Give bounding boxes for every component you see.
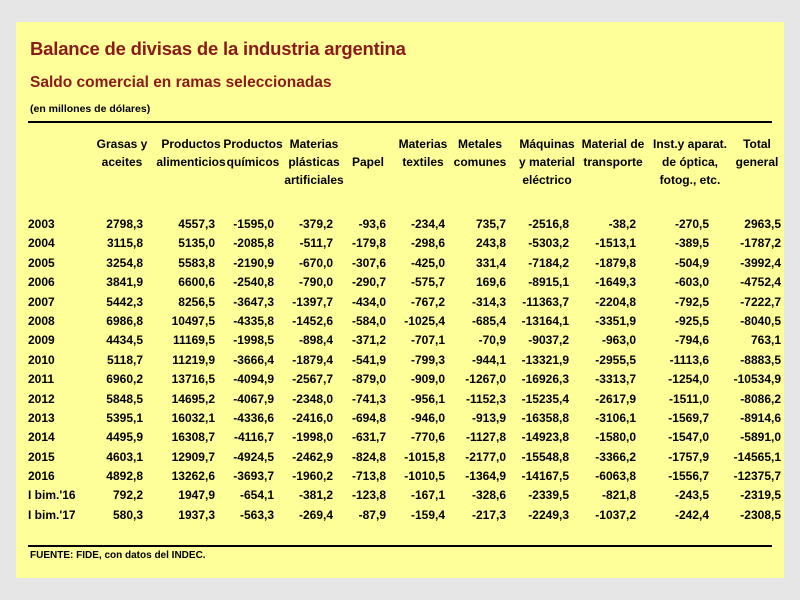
table-cell: -767,2 [410, 294, 445, 309]
table-cell: -879,0 [351, 372, 386, 387]
table-row [16, 468, 784, 487]
table-cell: -1879,4 [292, 352, 333, 367]
table-header [16, 135, 784, 197]
table-row [16, 294, 784, 313]
table-cell: -2955,5 [595, 352, 636, 367]
table-cell: 331,4 [475, 255, 506, 270]
table-cell: -824,8 [351, 449, 386, 464]
column-header-line: Materias [289, 137, 339, 151]
table-cell: -8914,6 [740, 410, 781, 425]
table-cell: 4434,5 [106, 333, 143, 348]
table-cell: -1556,7 [668, 469, 709, 484]
table-cell: 1937,3 [178, 507, 215, 522]
table-cell: -15548,8 [521, 449, 569, 464]
table-cell: -425,0 [410, 255, 445, 270]
table-cell: -179,8 [351, 236, 386, 251]
table-cell: -2567,7 [292, 372, 333, 387]
table-cell: -4067,9 [233, 391, 274, 406]
table-cell: -504,9 [674, 255, 709, 270]
table-cell: -670,0 [298, 255, 333, 270]
table-cell: -584,0 [351, 313, 386, 328]
table-cell: -1254,0 [668, 372, 709, 387]
table-cell: -2617,9 [595, 391, 636, 406]
table-cell: -14167,5 [521, 469, 569, 484]
table-cell: -685,4 [471, 313, 506, 328]
column-header-line: alimenticios [156, 155, 226, 169]
table-row [16, 449, 784, 468]
table-cell: 735,7 [475, 217, 506, 231]
table-cell: -1879,8 [595, 255, 636, 270]
table-cell: -314,3 [471, 294, 506, 309]
table-cell: -1511,0 [668, 391, 709, 406]
table-cell: -270,5 [674, 217, 709, 231]
table-cell: -4116,7 [233, 430, 274, 445]
row-label: 2010 [28, 352, 55, 367]
table-cell: -821,8 [601, 488, 636, 503]
table-cell: 12909,7 [171, 449, 215, 464]
table-cell: -3666,4 [233, 352, 274, 367]
table-cell: 1947,9 [178, 488, 215, 503]
table-cell: -379,2 [298, 217, 333, 231]
column-header-line: plásticas [288, 155, 340, 169]
table-cell: 4603,1 [106, 449, 143, 464]
table-row [16, 332, 784, 351]
table-cell: -2319,5 [740, 488, 781, 503]
table-cell: -794,6 [674, 333, 709, 348]
table-cell: -14565,1 [733, 449, 781, 464]
page-subtitle: Saldo comercial en ramas seleccionadas [30, 74, 332, 91]
table-cell: -7222,7 [740, 294, 781, 309]
column-header-line: Grasas y [96, 137, 148, 151]
table-cell: -290,7 [351, 275, 386, 290]
column-header-line: Material de [581, 137, 645, 151]
table-cell: -307,6 [351, 255, 386, 270]
table-cell: -5303,2 [528, 236, 569, 251]
table-cell: -4094,9 [233, 372, 274, 387]
table-cell: 3254,8 [106, 255, 143, 270]
table-cell: -713,8 [351, 469, 386, 484]
table-cell: 6986,8 [106, 313, 143, 328]
column-header [697, 135, 800, 171]
table-cell: -790,0 [298, 275, 333, 290]
table-cell: -5891,0 [740, 430, 781, 445]
table-cell: -4335,8 [233, 313, 274, 328]
row-label: 2013 [28, 410, 55, 425]
table-cell: -2177,0 [465, 449, 506, 464]
table-cell: 4557,3 [178, 217, 215, 231]
table-cell: 13262,6 [171, 469, 215, 484]
table-cell: -1364,9 [465, 469, 506, 484]
table-cell: 5442,3 [106, 294, 143, 309]
table-cell: -371,2 [351, 333, 386, 348]
table-cell: -946,0 [410, 410, 445, 425]
table-cell: 5135,0 [178, 236, 215, 251]
table-cell: 5118,7 [106, 352, 143, 367]
table-cell: 16032,1 [171, 410, 215, 425]
bottom-divider [28, 545, 772, 547]
table-cell: -38,2 [608, 217, 636, 231]
table-cell: -3647,3 [233, 294, 274, 309]
table-cell: -6063,8 [595, 469, 636, 484]
table-cell: 6960,2 [106, 372, 143, 387]
table-cell: -2416,0 [292, 410, 333, 425]
unit-note: (en millones de dólares) [30, 103, 151, 115]
table-cell: -8883,5 [740, 352, 781, 367]
table-cell: -8086,2 [740, 391, 781, 406]
table-cell: -3106,1 [595, 410, 636, 425]
column-header-line: Inst.y aparat. [652, 137, 728, 151]
table-cell: -123,8 [351, 488, 386, 503]
row-label: 2004 [28, 236, 55, 251]
table-cell: -913,9 [471, 410, 506, 425]
table-cell: 792,2 [112, 488, 143, 503]
column-header-line: Máquinas [519, 137, 575, 151]
table-cell: -1513,1 [595, 236, 636, 251]
table-cell: -511,7 [299, 236, 333, 251]
table-cell: -1037,2 [595, 507, 636, 522]
row-label: I bim.'16 [28, 488, 76, 503]
column-header-line: Total [743, 137, 771, 151]
table-row [16, 352, 784, 371]
table-cell: -925,5 [674, 313, 709, 328]
table-cell: -167,1 [410, 488, 445, 503]
table-cell: -2249,3 [528, 507, 569, 522]
table-cell: 4495,9 [106, 430, 143, 445]
row-label: 2005 [28, 255, 55, 270]
table-row [16, 391, 784, 410]
table-cell: 11219,9 [172, 352, 215, 367]
table-cell: -16926,3 [521, 372, 569, 387]
table-cell: -7184,2 [528, 255, 569, 270]
row-label: 2008 [28, 313, 55, 328]
table-cell: 10497,5 [171, 313, 215, 328]
table-cell: -8915,1 [528, 275, 569, 290]
table-cell: 16308,7 [171, 430, 215, 445]
table-cell: -14923,8 [521, 430, 569, 445]
table-cell: -2085,8 [233, 236, 274, 251]
top-divider [28, 121, 772, 123]
table-cell: -4924,5 [233, 449, 274, 464]
table-cell: -1757,9 [668, 449, 709, 464]
table-cell: -1547,0 [668, 430, 709, 445]
table-row [16, 274, 784, 293]
table-cell: -944,1 [471, 352, 506, 367]
table-cell: -381,2 [298, 488, 333, 503]
table-row [16, 371, 784, 390]
table-cell: -631,7 [351, 430, 386, 445]
row-label: 2011 [28, 372, 55, 387]
table-cell: -1397,7 [292, 294, 333, 309]
table-cell: 4892,8 [106, 469, 143, 484]
table-cell: 3115,8 [106, 236, 143, 251]
column-header-line: transporte [583, 155, 643, 169]
table-cell: -242,4 [674, 507, 709, 522]
source-note: FUENTE: FIDE, con datos del INDEC. [30, 550, 206, 561]
column-header-line: y material [518, 155, 576, 169]
table-cell: -1113,6 [669, 352, 709, 367]
column-header-line: Productos [223, 137, 283, 151]
table-cell: -328,6 [471, 488, 506, 503]
table-cell: -4752,4 [740, 275, 781, 290]
row-label: 2006 [28, 275, 55, 290]
table-cell: 169,6 [475, 275, 506, 290]
table-cell: 8256,5 [178, 294, 215, 309]
column-header-line: Productos [161, 137, 221, 151]
table-cell: -159,4 [410, 507, 445, 522]
table-cell: -93,6 [358, 217, 386, 231]
table-cell: -2516,8 [528, 217, 569, 231]
table-cell: -563,3 [239, 507, 274, 522]
column-header-line: eléctrico [522, 173, 572, 187]
table-cell: -603,0 [674, 275, 709, 290]
column-header-line: Metales [457, 137, 503, 151]
table-cell: -1998,0 [292, 430, 333, 445]
table-cell: -8040,5 [740, 313, 781, 328]
table-cell: 5395,1 [106, 410, 143, 425]
column-header-line: de óptica, [661, 155, 718, 169]
table-cell: -1960,2 [292, 469, 333, 484]
table-row [16, 255, 784, 274]
table-cell: 763,1 [750, 333, 781, 348]
table-cell: -269,4 [298, 507, 333, 522]
table-cell: -1595,0 [233, 217, 274, 231]
table-cell: -770,6 [410, 430, 445, 445]
table-body [16, 216, 784, 526]
row-label: 2015 [28, 449, 55, 464]
column-header-line: general [735, 155, 779, 169]
table-cell: -2190,9 [233, 255, 274, 270]
table-cell: 6600,6 [178, 275, 215, 290]
table-row [16, 507, 784, 526]
table-cell: -434,0 [351, 294, 386, 309]
table-cell: -541,9 [351, 352, 386, 367]
table-row [16, 429, 784, 448]
column-header-line: textiles [402, 155, 444, 169]
table-cell: -16358,8 [521, 410, 569, 425]
row-label: 2014 [28, 430, 55, 445]
table-cell: -217,3 [471, 507, 506, 522]
table-cell: -575,7 [410, 275, 445, 290]
table-cell: -13164,1 [521, 313, 569, 328]
table-cell: -3351,9 [595, 313, 636, 328]
table-cell: -15235,4 [521, 391, 569, 406]
table-cell: -3992,4 [740, 255, 781, 270]
table-cell: -9037,2 [528, 333, 569, 348]
column-header-line: fotog., etc. [659, 173, 721, 187]
table-cell: 243,8 [475, 236, 506, 251]
table-cell: -389,5 [674, 236, 709, 251]
table-row [16, 487, 784, 506]
table-cell: -3693,7 [233, 469, 274, 484]
table-cell: -4336,6 [233, 410, 274, 425]
row-label: 2003 [28, 217, 55, 231]
table-cell: -11363,7 [522, 294, 569, 309]
table-cell: -13321,9 [521, 352, 569, 367]
table-cell: 11169,5 [172, 333, 215, 348]
table-cell: -741,3 [351, 391, 386, 406]
table-cell: 580,3 [112, 507, 143, 522]
column-header-line: aceites [101, 155, 143, 169]
table-cell: -1580,0 [595, 430, 636, 445]
table-cell: -1787,2 [740, 236, 781, 251]
table-cell: -2348,0 [292, 391, 333, 406]
table-cell: -1010,5 [404, 469, 445, 484]
table-cell: -2204,8 [595, 294, 636, 309]
table-cell: -956,1 [410, 391, 445, 406]
row-label: I bim.'17 [28, 507, 76, 522]
table-cell: -243,5 [674, 488, 709, 503]
table-cell: -1267,0 [465, 372, 506, 387]
row-label: 2007 [28, 294, 55, 309]
column-header-line: Papel [351, 155, 384, 169]
table-cell: -1025,4 [404, 313, 445, 328]
column-header-line: Materias [398, 137, 448, 151]
table-cell: -694,8 [351, 410, 386, 425]
column-header-line: químicos [226, 155, 280, 169]
table-cell: -70,9 [478, 333, 506, 348]
row-label: 2009 [28, 333, 55, 348]
table-cell: -898,4 [298, 333, 333, 348]
page-title: Balance de divisas de la industria argentina [30, 38, 406, 59]
table-cell: -707,1 [410, 333, 445, 348]
table-cell: -1649,3 [595, 275, 636, 290]
table-cell: -909,0 [410, 372, 445, 387]
table-cell: -792,5 [674, 294, 709, 309]
table-cell: 14695,2 [171, 391, 215, 406]
table-cell: -87,9 [358, 507, 386, 522]
table-cell: -2308,5 [740, 507, 781, 522]
table-cell: -1015,8 [404, 449, 445, 464]
table-cell: 2963,5 [744, 217, 781, 231]
table-cell: -1998,5 [233, 333, 274, 348]
table-row [16, 313, 784, 332]
column-header-line: artificiales [284, 173, 344, 187]
table-cell: -234,4 [410, 217, 445, 231]
table-cell: -1127,8 [465, 430, 506, 445]
table-cell: -298,6 [410, 236, 445, 251]
table-cell: -1569,7 [668, 410, 709, 425]
table-cell: -2462,9 [292, 449, 333, 464]
table-panel [16, 22, 784, 578]
table-cell: -1152,3 [465, 391, 506, 406]
table-cell: -10534,9 [733, 372, 781, 387]
table-row [16, 410, 784, 429]
column-header-line: comunes [453, 155, 507, 169]
table-cell: 2798,3 [106, 217, 143, 231]
table-cell: -3313,7 [595, 372, 636, 387]
table-cell: -799,3 [410, 352, 445, 367]
table-row [16, 235, 784, 254]
table-cell: 5583,8 [178, 255, 215, 270]
table-cell: -654,1 [239, 488, 274, 503]
table-cell: 3841,9 [106, 275, 143, 290]
table-cell: -12375,7 [733, 469, 781, 484]
table-cell: -1452,6 [292, 313, 333, 328]
table-cell: -2540,8 [233, 275, 274, 290]
row-label: 2012 [28, 391, 55, 406]
table-cell: 5848,5 [106, 391, 143, 406]
row-label: 2016 [28, 469, 55, 484]
table-cell: 13716,5 [171, 372, 215, 387]
table-row [16, 216, 784, 235]
table-cell: -3366,2 [595, 449, 636, 464]
table-cell: -2339,5 [528, 488, 569, 503]
table-cell: -963,0 [601, 333, 636, 348]
